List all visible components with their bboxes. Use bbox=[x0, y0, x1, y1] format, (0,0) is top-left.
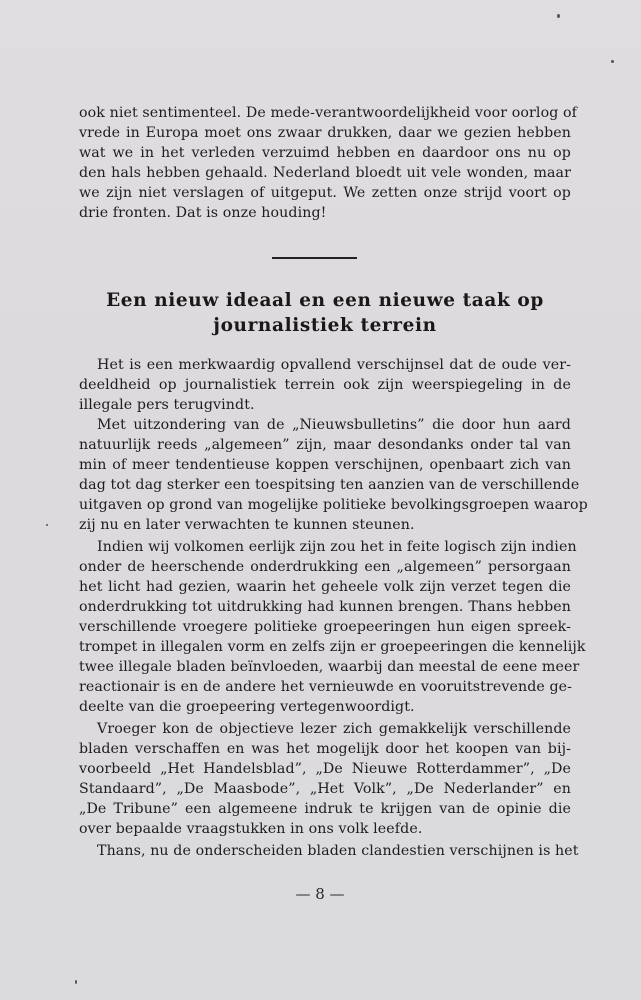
text-line: voorbeeld „Het Handelsblad”, „De Nieuwe Rotterdammer”, „De bbox=[79, 761, 571, 777]
section-divider bbox=[272, 257, 357, 259]
text-line: verschillende vroegere politieke groepeeringen hun eigen spreek- bbox=[79, 619, 571, 635]
text-line: onder de heerschende onderdrukking een „algemeen” persorgaan bbox=[79, 559, 571, 575]
scan-speck bbox=[611, 60, 614, 63]
text-line: twee illegale bladen beïnvloeden, waarbij dan meestal de eene meer bbox=[79, 659, 580, 675]
text-line: trompet in illegalen vorm en zelfs zijn er groepeeringen die kennelijk bbox=[79, 639, 586, 655]
text-line: het licht had gezien, waarin het geheele volk zijn verzet tegen die bbox=[79, 579, 571, 595]
text-line: Het is een merkwaardig opvallend verschijnsel dat de oude ver- bbox=[97, 357, 571, 373]
text-line: deelte van die groepeering vertegenwoordigt. bbox=[79, 699, 415, 715]
text-line: bladen verschaffen en was het mogelijk door het koopen van bij- bbox=[79, 741, 571, 757]
text-line: drie fronten. Dat is onze houding! bbox=[79, 205, 327, 221]
text-line: natuurlijk reeds „algemeen” zijn, maar desondanks onder tal van bbox=[79, 437, 571, 453]
scan-speck bbox=[46, 524, 48, 526]
text-line: deeldheid op journalistiek terrein ook zijn weerspiegeling in de bbox=[79, 377, 571, 393]
text-line: wat we in het verleden verzuimd hebben en daardoor ons nu op bbox=[79, 145, 571, 161]
page-number: — 8 — bbox=[295, 885, 345, 903]
text-line: illegale pers terugvindt. bbox=[79, 397, 255, 413]
section-heading: journalistiek terrein bbox=[213, 315, 437, 336]
text-line: vrede in Europa moet ons zwaar drukken, daar we gezien hebben bbox=[79, 125, 571, 141]
section-heading: Een nieuw ideaal en een nieuwe taak op bbox=[106, 290, 544, 311]
text-line: over bepaalde vraagstukken in ons volk leefde. bbox=[79, 821, 423, 837]
text-line: min of meer tendentieuse koppen verschijnen, openbaart zich van bbox=[79, 457, 571, 473]
text-line: dag tot dag sterker een toespitsing ten aanzien van de verschillende bbox=[79, 477, 580, 493]
scan-speck bbox=[557, 14, 560, 18]
text-line: „De Tribune” een algemeene indruk te krijgen van de opinie die bbox=[79, 801, 571, 817]
text-line: uitgaven op grond van mogelijke politieke bevolkingsgroepen waarop bbox=[79, 497, 588, 513]
text-line: den hals hebben gehaald. Nederland bloedt uit vele wonden, maar bbox=[79, 165, 571, 181]
text-line: reactionair is en de andere het vernieuwde en vooruitstrevende ge- bbox=[79, 679, 573, 695]
text-line: Standaard”, „De Maasbode”, „Het Volk”, „De Nederlander” en bbox=[79, 781, 571, 797]
text-line: Thans, nu de onderscheiden bladen clandestien verschijnen is het bbox=[97, 843, 579, 859]
scan-speck bbox=[75, 980, 77, 984]
text-line: Indien wij volkomen eerlijk zijn zou het in feite logisch zijn indien bbox=[97, 539, 577, 555]
text-line: Met uitzondering van de „Nieuwsbulletins” die door hun aard bbox=[97, 417, 571, 433]
text-line: zij nu en later verwachten te kunnen steunen. bbox=[79, 517, 415, 533]
text-line: Vroeger kon de objectieve lezer zich gemakkelijk verschillende bbox=[97, 721, 571, 737]
text-line: onderdrukking tot uitdrukking had kunnen brengen. Thans hebben bbox=[79, 599, 571, 615]
text-line: we zijn niet verslagen of uitgeput. We zetten onze strijd voort op bbox=[79, 185, 571, 201]
text-line: ook niet sentimenteel. De mede-verantwoordelijkheid voor oorlog of bbox=[79, 105, 577, 121]
